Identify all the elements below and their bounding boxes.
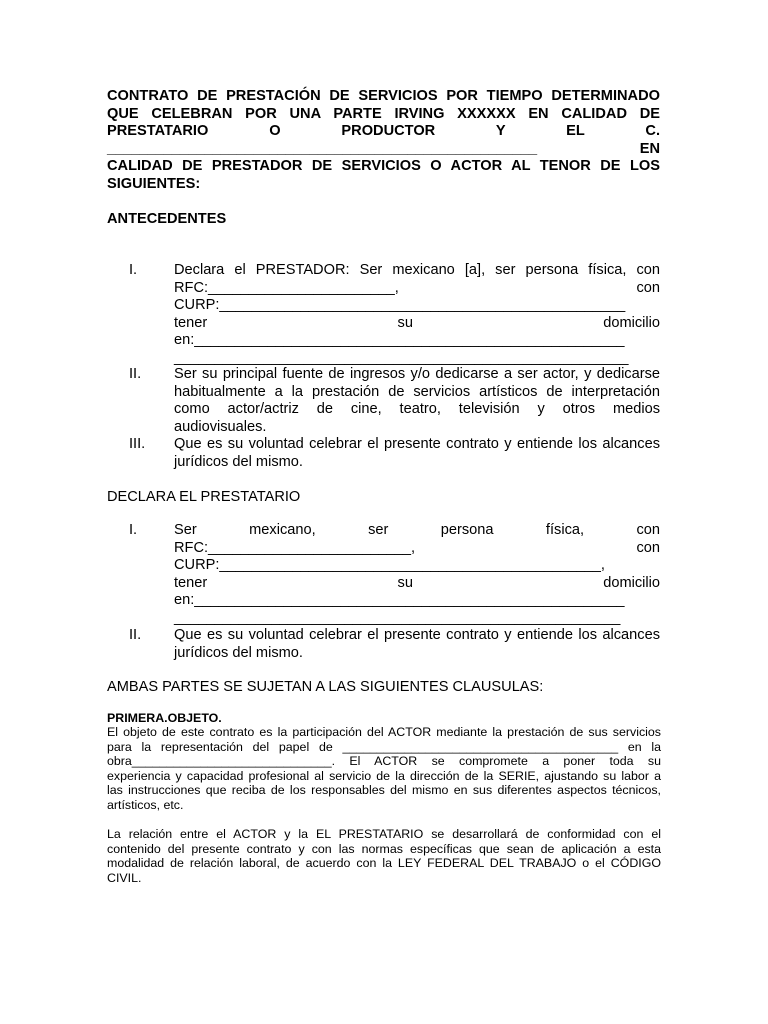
contract-title	[107, 88, 660, 194]
paragraph-line: artísticos, etc.	[107, 797, 184, 812]
title-line: CALIDAD DE PRESTADOR DE SERVICIOS O ACTOR AL TENOR DE LOS	[107, 158, 660, 175]
paragraph-line: contenido del presente contrato y con las normas específicas que sean de aplicación a esta	[107, 841, 661, 856]
item-line: Que es su voluntad celebrar el presente contrato y entiende los alcances	[174, 436, 660, 452]
item-number: III.	[129, 436, 146, 452]
item-line: RFC:_________________________, con	[174, 539, 660, 556]
clausulas-heading: AMBAS PARTES SE SUJETAN A LAS SIGUIENTES CLAUSULAS:	[107, 679, 544, 695]
paragraph-line: experiencia y capacidad profesional al servicio de la dirección de la SERIE, ajustando su labor a	[107, 768, 661, 783]
item-line: RFC:_______________________, con	[174, 279, 660, 296]
item-text	[174, 522, 660, 628]
item-number: II.	[129, 366, 142, 382]
item-line: tener su domicilio	[174, 314, 660, 331]
title-line: _____________________________________________________ EN	[107, 140, 660, 157]
title-line: QUE CELEBRAN POR UNA PARTE IRVING XXXXXX EN CALIDAD DE	[107, 105, 660, 122]
item-line: jurídicos del mismo.	[174, 644, 303, 661]
item-line: en:_____________________________________________________	[174, 332, 625, 349]
paragraph-line: El objeto de este contrato es la participación del ACTOR mediante la prestación de sus servicios	[107, 725, 661, 739]
prestatario-heading: DECLARA EL PRESTATARIO	[107, 489, 301, 505]
item-line: Que es su voluntad celebrar el presente contrato y entiende los alcances	[174, 627, 660, 643]
item-number: I.	[129, 522, 138, 538]
item-number: II.	[129, 627, 142, 643]
item-line: Declara el PRESTADOR: Ser mexicano [a], ser persona física, con	[174, 262, 660, 278]
item-text	[174, 436, 660, 471]
item-text	[174, 262, 660, 368]
item-line: CURP:_______________________________________________,	[174, 557, 605, 574]
primera-paragraph-1	[107, 725, 661, 812]
item-line: audiovisuales.	[174, 418, 267, 435]
item-text	[174, 627, 660, 662]
item-line: como actor/actriz de cine, teatro, televisión y otros medios	[174, 401, 660, 418]
paragraph-line: CIVIL.	[107, 870, 142, 885]
title-line: PRESTATARIO O PRODUCTOR Y EL C.	[107, 123, 660, 140]
item-line: _______________________________________________________	[174, 609, 621, 626]
paragraph-line: obra_____________________________. El ACTOR se compromete a poner toda su	[107, 754, 661, 768]
item-text	[174, 366, 660, 436]
paragraph-line: modalidad de relación laboral, de acuerdo con la LEY FEDERAL DEL TRABAJO o el CÓDIGO	[107, 856, 661, 870]
item-line: habitualmente a la prestación de servicios artísticos de interpretación	[174, 383, 660, 400]
item-line: en:_____________________________________________________	[174, 592, 625, 609]
item-number: I.	[129, 262, 138, 278]
title-line: CONTRATO DE PRESTACIÓN DE SERVICIOS POR TIEMPO DETERMINADO	[107, 88, 660, 104]
item-line: CURP:__________________________________________________	[174, 297, 626, 314]
paragraph-line: La relación entre el ACTOR y la EL PRESTATARIO se desarrollará de conformidad con el	[107, 827, 661, 841]
item-line: jurídicos del mismo.	[174, 453, 303, 470]
item-line: Ser mexicano, ser persona física, con	[174, 522, 660, 538]
paragraph-line: para la representación del papel de ________________________________________ en la	[107, 739, 661, 754]
item-line: ________________________________________________________	[174, 349, 629, 366]
item-line: Ser su principal fuente de ingresos y/o dedicarse a ser actor, y dedicarse	[174, 366, 660, 382]
paragraph-line: las instrucciones que reciba de los responsables del mismo en sus diferentes aspectos técnicos,	[107, 783, 661, 797]
antecedentes-heading: ANTECEDENTES	[107, 211, 227, 227]
primera-title: PRIMERA.OBJETO.	[107, 711, 222, 725]
title-line: SIGUIENTES:	[107, 175, 201, 192]
item-line: tener su domicilio	[174, 574, 660, 591]
primera-paragraph-2	[107, 827, 661, 885]
